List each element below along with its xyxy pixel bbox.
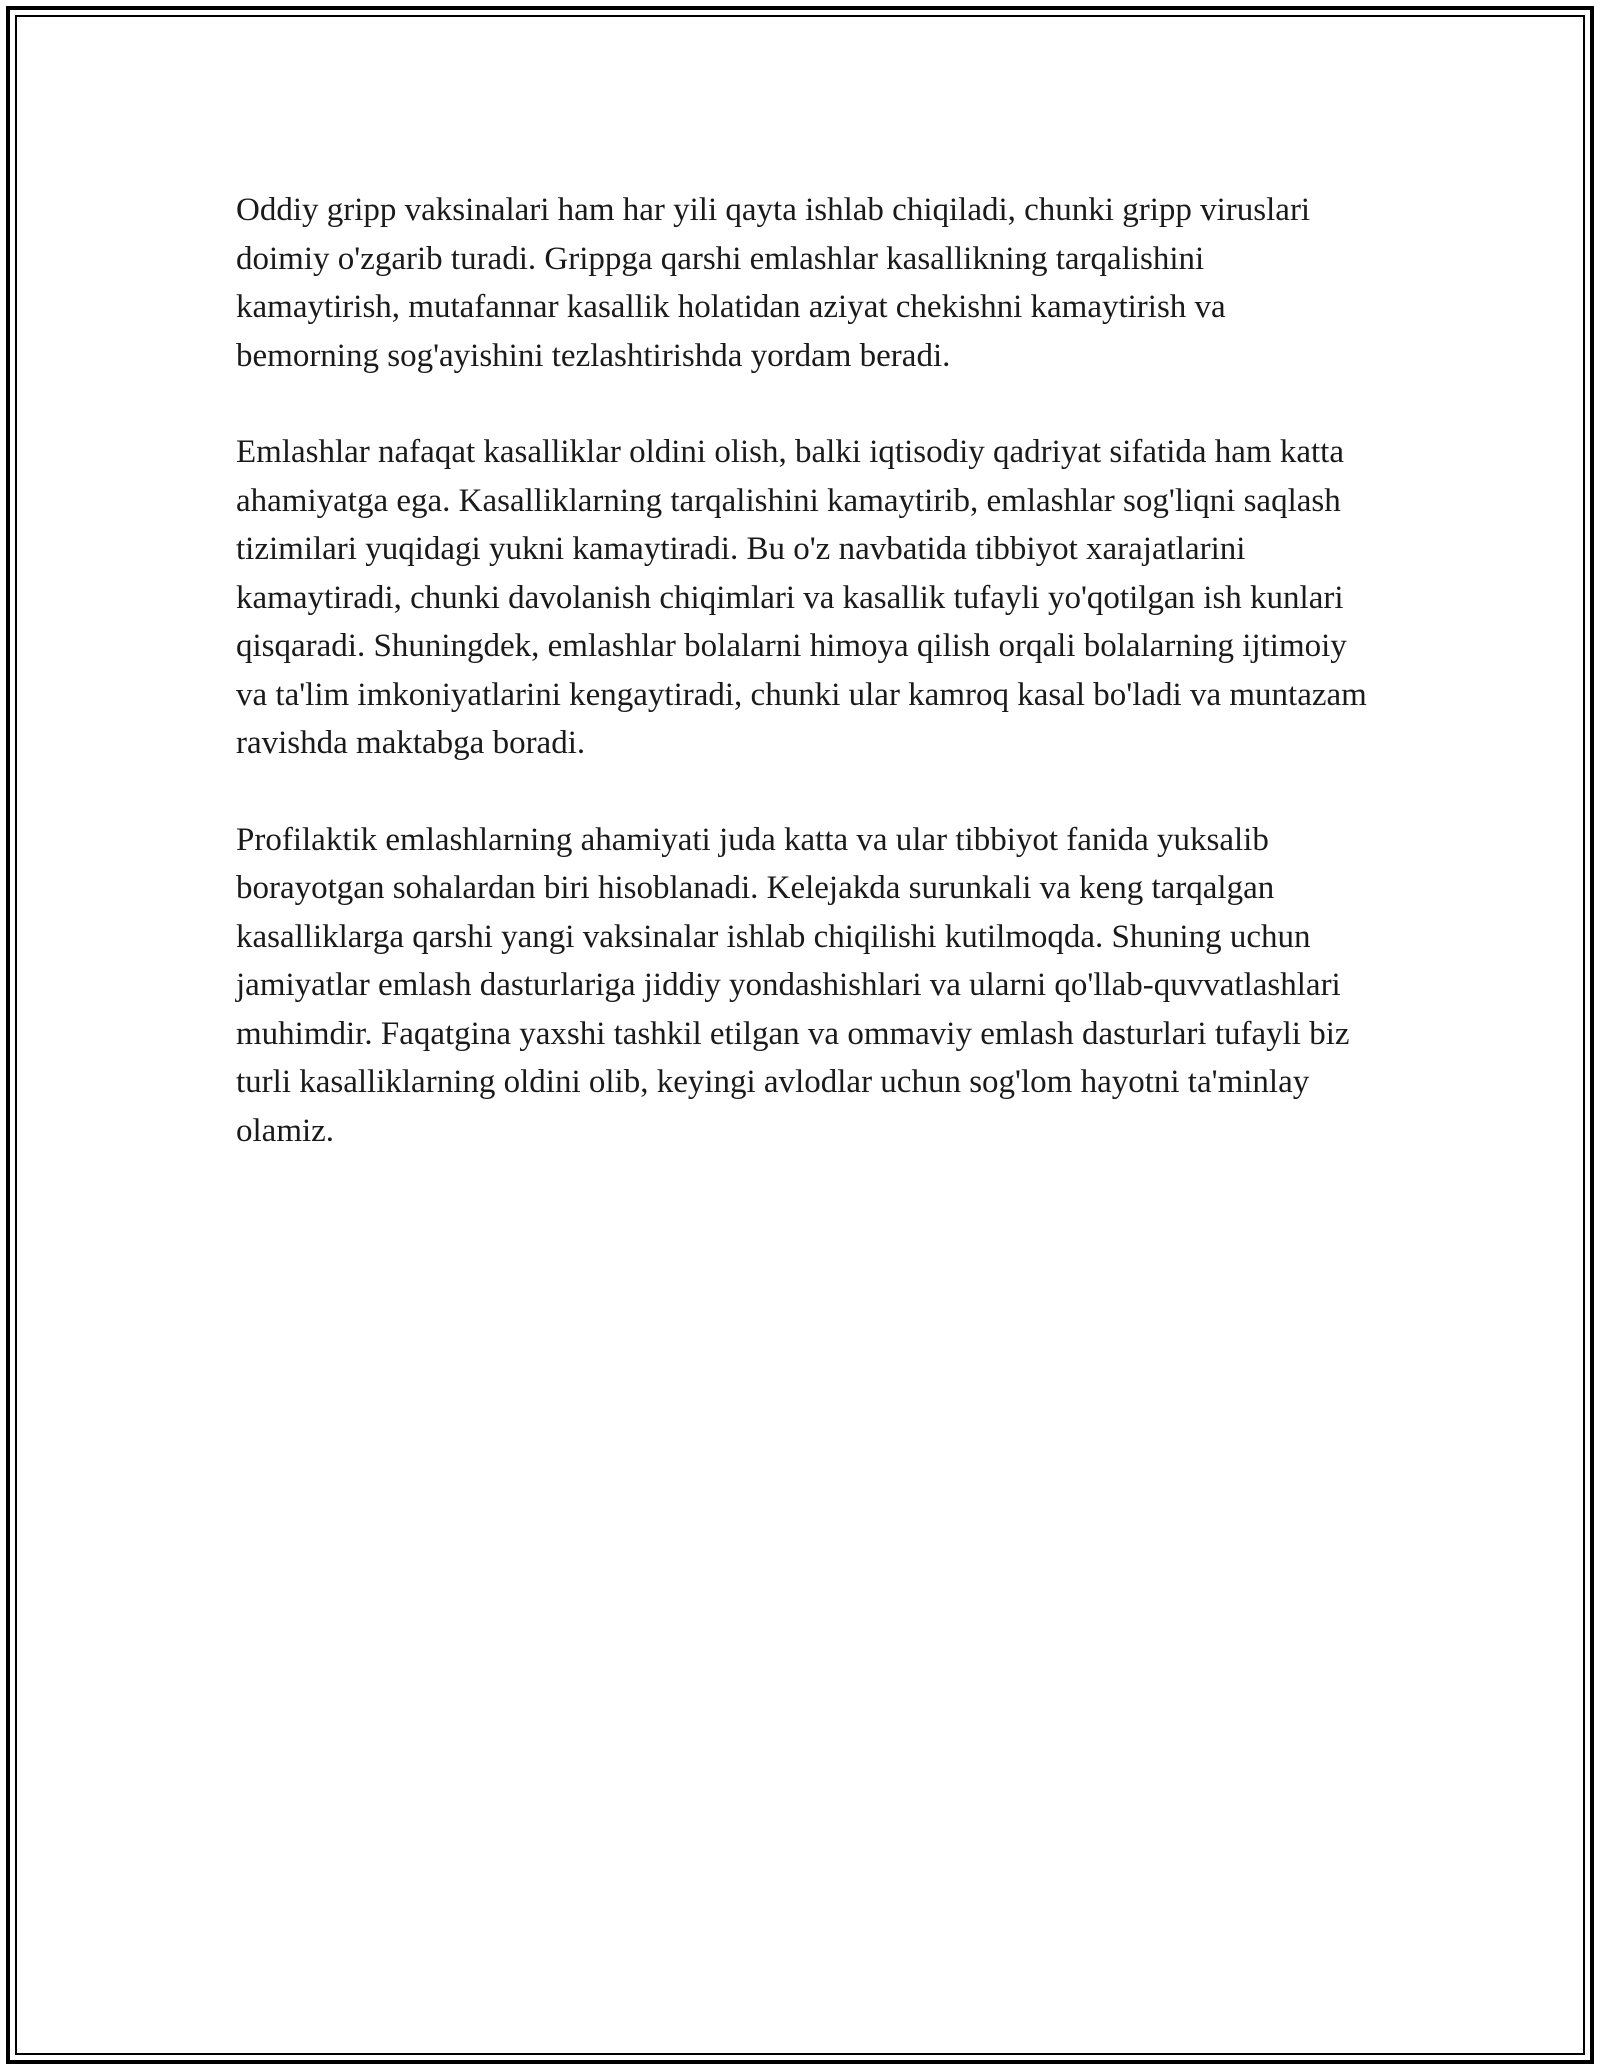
paragraph-1: Oddiy gripp vaksinalari ham har yili qayta ishlab chiqiladi, chunki gripp viruslari doimiy o'zgarib turadi. Grippga qarshi emlashlar kasallikning tarqalishini kamaytirish, mutafannar kasallik holatidan aziyat chekishni kamaytirish va bemorning sog'ayishini tezlashtirishda yordam beradi. bbox=[236, 192, 1311, 374]
paragraph-2: Emlashlar nafaqat kasalliklar oldini olish, balki iqtisodiy qadriyat sifatida ham katta ahamiyatga ega. Kasalliklarning tarqalishini kamaytirib, emlashlar sog'liqni saqlash tizimilari yuqidagi yukni kamaytiradi. Bu o'z navbatida tibbiyot xarajatlarini kamaytiradi, chunki davolanish chiqimlari va kasallik tufayli yo'qotilgan ish kunlari qisqaradi. Shuningdek, emlashlar bolalarni himoya qilish orqali bolalarning ijtimoiy va ta'lim imkoniyatlarini kengaytiradi, chunki ular kamroq kasal bo'ladi va muntazam ravishda maktabga boradi. bbox=[236, 434, 1367, 761]
paragraph-3: Profilaktik emlashlarning ahamiyati juda katta va ular tibbiyot fanida yuksalib borayotgan sohalardan biri hisoblanadi. Kelejakda surunkali va keng tarqalgan kasalliklarga qarshi yangi vaksinalar ishlab chiqilishi kutilmoqda. Shuning uchun jamiyatlar emlash dasturlariga jiddiy yondashishlari va ularni qo'llab-quvvatlashlari muhimdir. Faqatgina yaxshi tashkil etilgan va ommaviy emlash dasturlari tufayli biz turli kasalliklarning oldini olib, keyingi avlodlar uchun sog'lom hayotni ta'minlay olamiz. bbox=[236, 821, 1350, 1149]
document-body bbox=[236, 186, 1376, 1203]
